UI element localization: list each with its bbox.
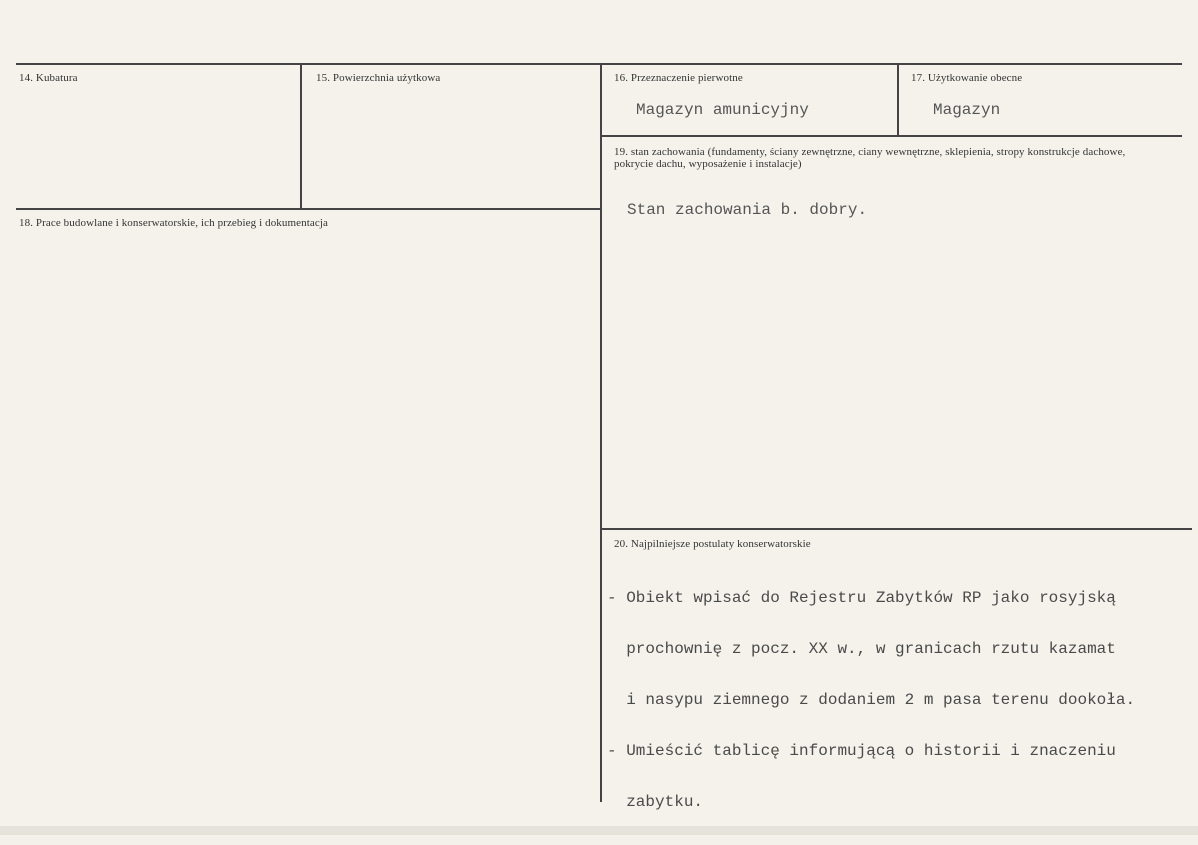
postulate-line: - Umieścić tablicę informującą o historii i znaczeniu xyxy=(607,742,1116,760)
center-divider xyxy=(600,65,602,802)
rule-above-20 xyxy=(602,528,1192,530)
field-14-label: 14. Kubatura xyxy=(19,72,78,84)
field-17-value: Magazyn xyxy=(933,101,1001,119)
field-18-label: 18. Prace budowlane i konserwatorskie, ich przebieg i dokumentacja xyxy=(19,217,328,229)
divider-16-17 xyxy=(897,65,899,136)
field-16-value: Magazyn amunicyjny xyxy=(636,101,809,119)
divider-14-15 xyxy=(300,65,302,209)
field-17-label: 17. Użytkowanie obecne xyxy=(911,72,1023,84)
postulate-line: - Obiekt wpisać do Rejestru Zabytków RP jako rosyjską xyxy=(607,589,1116,607)
rule-above-18 xyxy=(16,208,600,210)
field-16-label: 16. Przeznaczenie pierwotne xyxy=(614,72,743,84)
postulate-line: i nasypu ziemnego z dodaniem 2 m pasa terenu dookoła. xyxy=(607,691,1136,709)
field-20-label: 20. Najpilniejsze postulaty konserwatorskie xyxy=(614,538,811,550)
scan-edge xyxy=(0,826,1198,835)
postulate-line: zabytku. xyxy=(607,793,704,811)
rule-above-19 xyxy=(602,135,1182,137)
field-20-value xyxy=(607,556,1135,845)
field-19-value: Stan zachowania b. dobry. xyxy=(627,201,868,219)
postulate-line: prochownię z pocz. XX w., w granicach rzutu kazamat xyxy=(607,640,1116,658)
top-rule-left xyxy=(16,63,600,65)
field-15-label: 15. Powierzchnia użytkowa xyxy=(316,72,441,84)
field-19-label: 19. stan zachowania (fundamenty, ściany zewnętrzne, ciany wewnętrzne, sklepienia, stropy konstrukcje dachowe, pokrycie dachu, wyposażenie i instalacje) xyxy=(614,146,1126,170)
top-rule-right xyxy=(600,63,1182,65)
